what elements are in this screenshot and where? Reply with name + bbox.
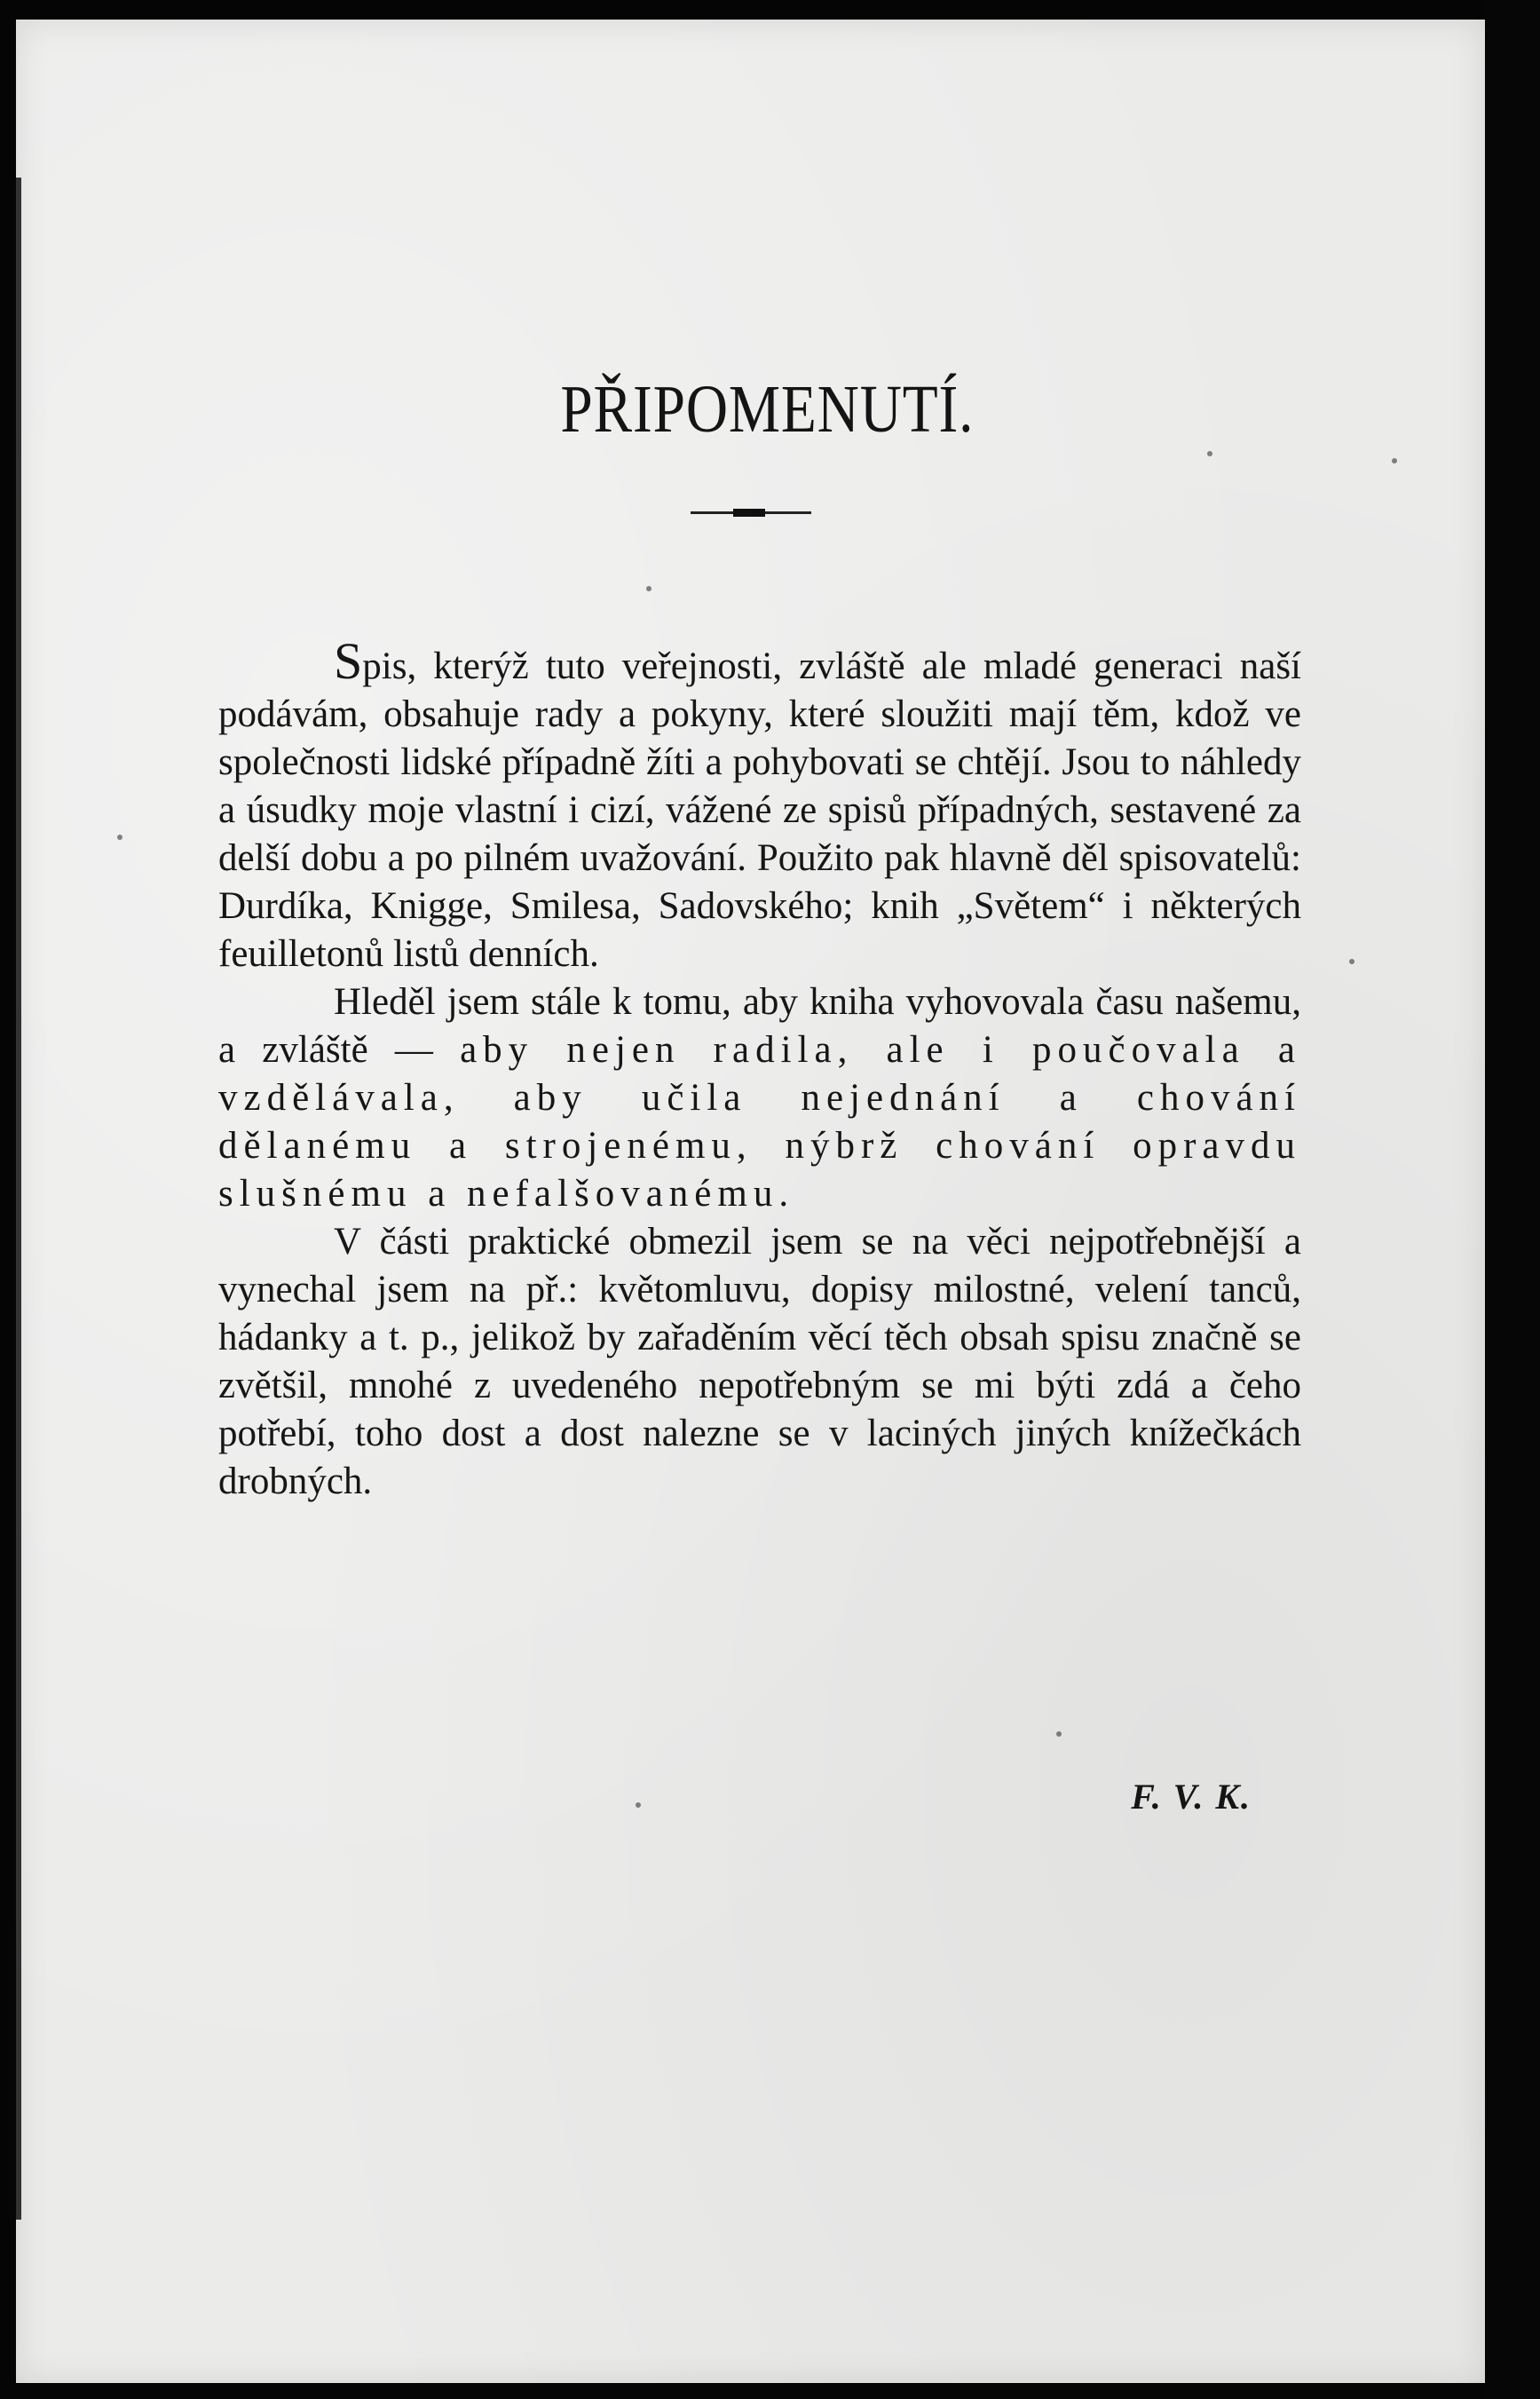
paragraph-1-text: pis, kterýž tuto veřejnosti, zvláště ale mladé generaci naší podávám, obsahuje rady a pokyny, které sloužiti mají těm, kdož ve společnosti lidské případně žíti a pohybovati se chtějí. Jsou to náhledy a úsudky moje vlastní i cizí, vážené ze spisů případných, sestavené za delší dobu a po pilném uvažování. Použito pak hlavně děl spisovatelů: Durdíka, Knigge, Smilesa, Sadovského; knih „Světem“ i některých feuilletonů listů denních.	[218, 645, 1301, 975]
author-signature: F. V. K.	[1131, 1777, 1252, 1817]
paper-speck	[1056, 1731, 1062, 1737]
paragraph-1	[218, 632, 1301, 978]
paragraph-2	[218, 978, 1301, 1218]
body-text	[218, 632, 1301, 1506]
paper-speck	[1207, 451, 1212, 456]
page-title: PŘIPOMENUTÍ.	[560, 372, 975, 447]
paper-speck	[646, 586, 652, 591]
page-border	[1485, 0, 1540, 2399]
paper-speck	[636, 1802, 641, 1808]
binding-edge	[16, 178, 21, 2220]
paper-speck	[1392, 458, 1397, 463]
title-divider-ornament	[733, 509, 765, 517]
paragraph-3	[218, 1218, 1301, 1506]
paper-speck	[117, 835, 122, 840]
paragraph-2-text: Hleděl jsem stále k tomu, aby kniha vyhovovala času našemu, a zvláště —	[218, 981, 1301, 1071]
paper-speck	[1349, 959, 1354, 964]
paragraph-3-text: V části praktické obmezil jsem se na věci nejpotřebnější a vynechal jsem na př.: květomluvu, dopisy milostné, velení tanců, hádanky a t. p., jelikož by zařaděním věcí těch obsah spisu značně se zvětšil, mnohé z uvedeného nepotřebným se mi býti zdá a čeho potřebí, toho dost a dost nalezne se v laciných jiných knížečkách drobných.	[218, 1221, 1301, 1502]
initial-letter: S	[334, 632, 363, 690]
paragraph-2-emphasis: aby nejen radila, ale i poučovala a vzdělávala, aby učila nejednání a chování dělanému a strojenému, nýbrž chování opravdu slušnému a nefalšovanému.	[218, 1029, 1301, 1215]
